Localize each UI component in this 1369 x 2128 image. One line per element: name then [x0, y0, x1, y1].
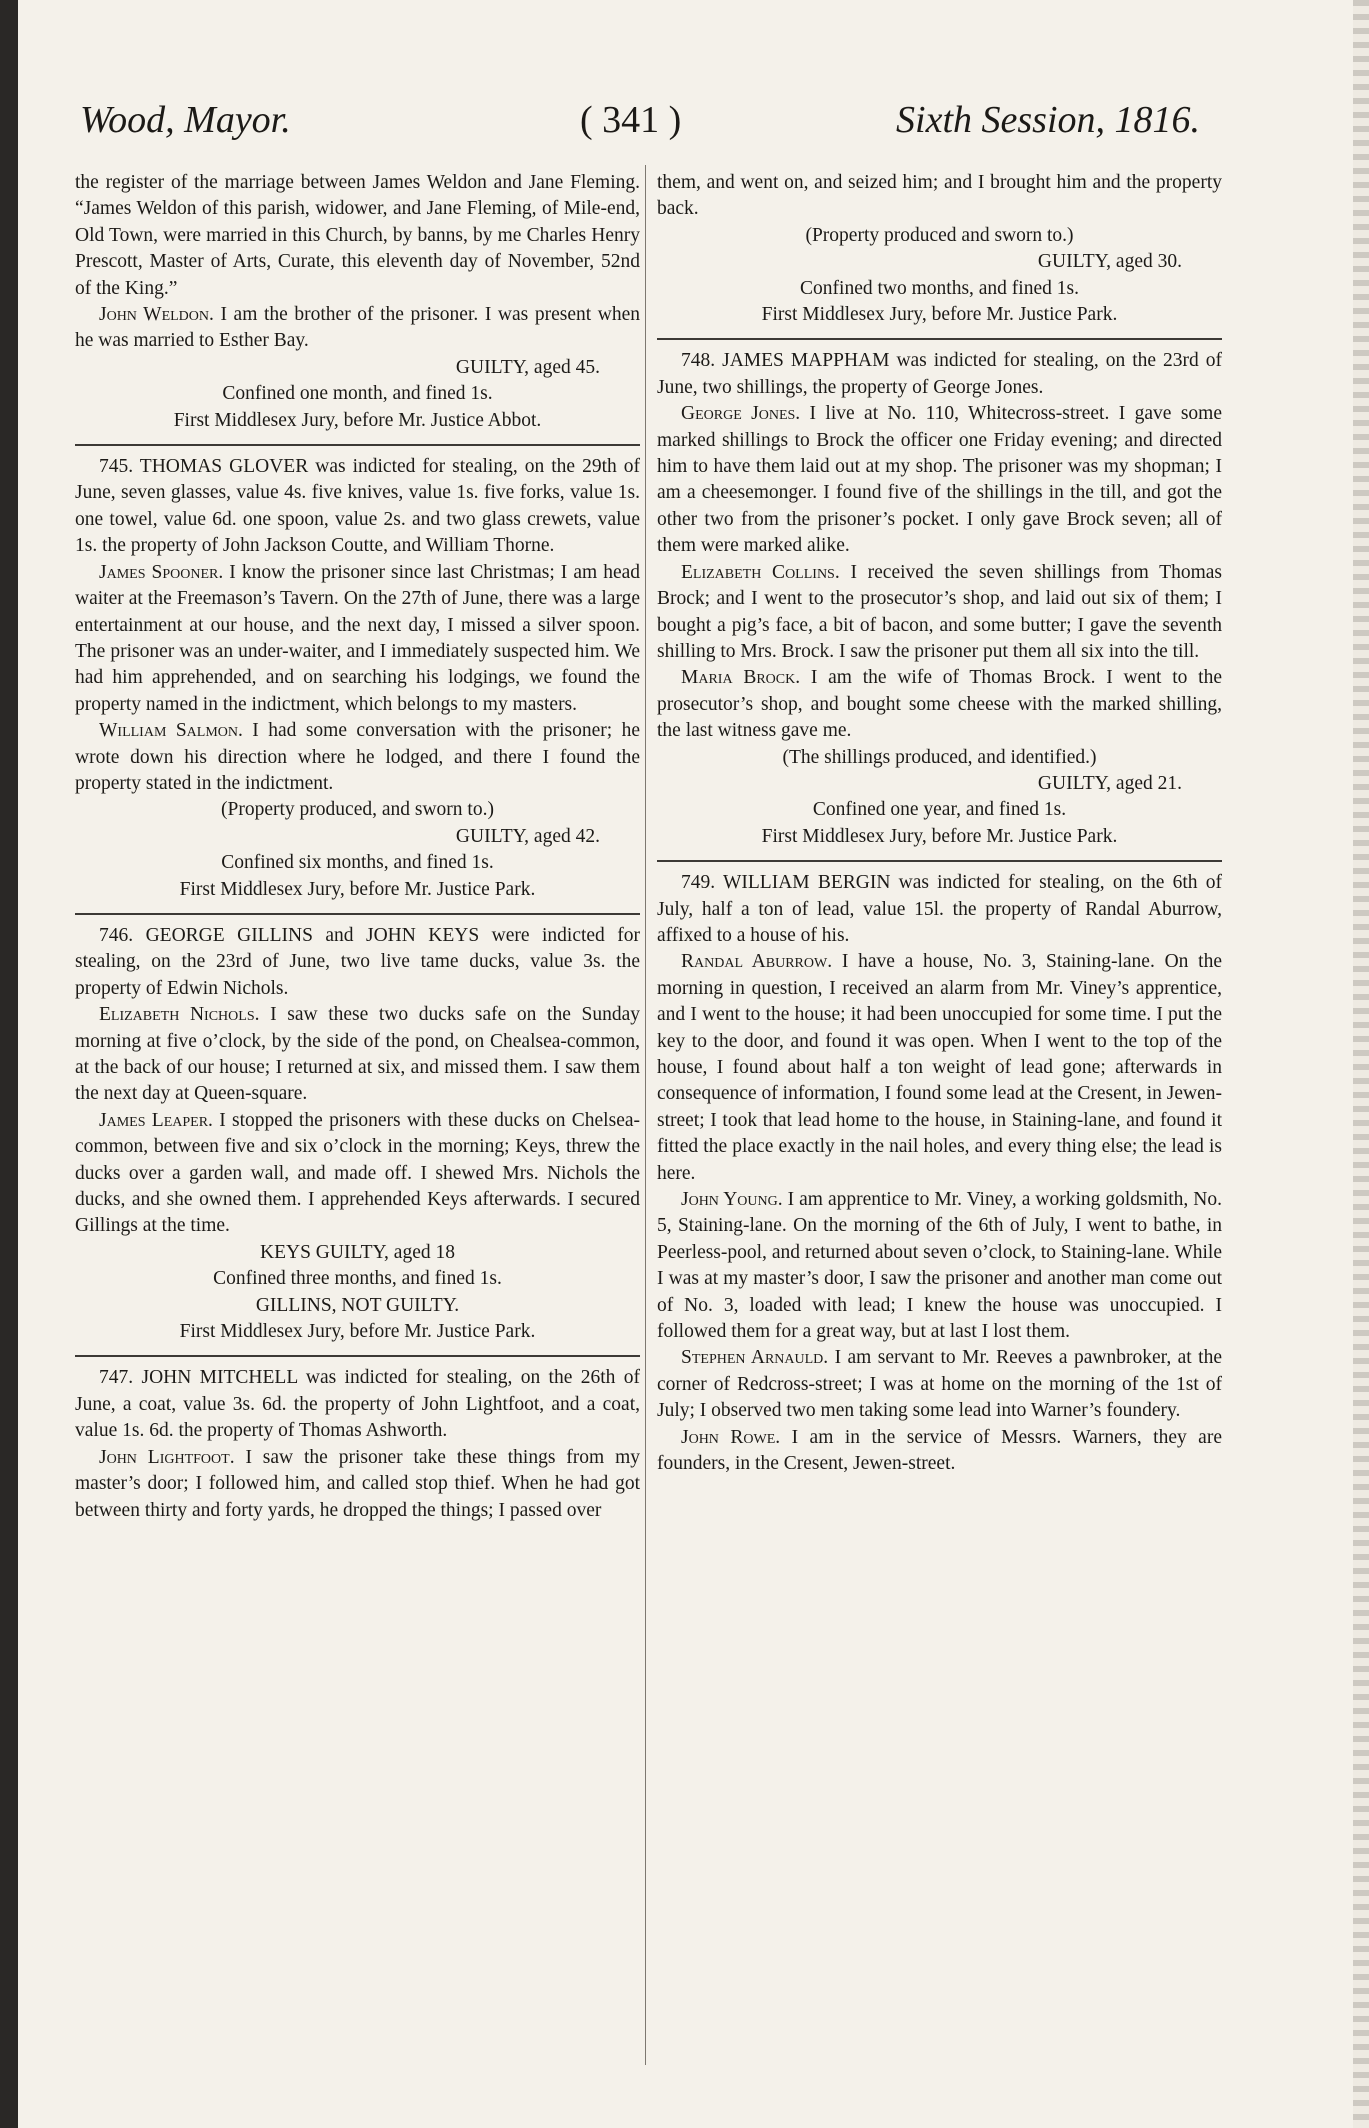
testimony-text: I saw the prisoner take these things from my master’s door; I followed him, and called stop thief. When he had got between thirty and forty yards, he dropped the things; I passed over [75, 1446, 640, 1521]
verdict: GUILTY, aged 42. [455, 825, 600, 847]
case-749: 749. WILLIAM BERGIN was indicted for stealing, on the 6th of July, half a ton of lead, value 15l. the property of Randal Aburrow, affixed to a house of his. [657, 872, 1222, 946]
verdict: GUILTY, aged 45. [455, 356, 600, 378]
case-745: 745. THOMAS GLOVER was indicted for stealing, on the 29th of June, seven glasses, value 4s. five knives, value 1s. five forks, value 1s. one towel, value 6d. one spoon, value 2s. and two glass crewets, value 1s. the property of John Jackson Coutte, and William Thorne. [75, 456, 640, 557]
testimony [657, 1345, 1222, 1424]
scan-edge-right [1353, 0, 1369, 2128]
testimony [657, 401, 1222, 559]
testimony-text: I have a house, No. 3, Staining-lane. On the morning in question, I received an alarm from Mr. Viney’s apprentice, and I went to the house; it had been unoccupied for some time. I put the key to the door, and found it was open. When I went to the top of the house, I found about half a ton weight of lead gone; afterwards in consequence of information, I found some lead at the Cresent, in Jewen-street; I took that lead home to the house, in Staining-lane, and found it fitted the place exactly in the nail holes, and every thing else; the lead is here. [657, 951, 1222, 1184]
testimony-text: I stopped the prisoners with these ducks on Chelsea-common, between five and six o’clock in the morning; Keys, threw the ducks over a garden wall, and made off. I shewed Mrs. Nichols the ducks, and she owned them. I apprehended Keys afterwards. I secured Gillings at the time. [75, 1109, 640, 1237]
header-left: Wood, Mayor. [80, 99, 291, 141]
testimony-text: I am the wife of Thomas Brock. I went to the prosecutor’s shop, and bought some cheese with the marked shilling, the last witness gave me. [657, 667, 1222, 742]
property-note: (Property produced and sworn to.) [805, 224, 1074, 246]
witness-name: George Jones. [681, 403, 801, 425]
testimony-text: I am apprentice to Mr. Viney, a working goldsmith, No. 5, Staining-lane. On the morning of the 6th of July, I went to bathe, in Peerless-pool, and returned about seven o’clock, to Staining-lane. While I was at my master’s door, I saw the prisoner and another man come out of No. 3, loaded with lead; I knew the house was unoccupied. I followed them for a great way, but at last I lost them. [657, 1189, 1222, 1343]
case-748: 748. JAMES MAPPHAM was indicted for stealing, on the 23rd of June, two shillings, the property of George Jones. [657, 350, 1222, 398]
testimony-text: I am servant to Mr. Reeves a pawnbroker, at the corner of Redcross-street; I was at home on the morning of the 1st of July; I observed two men taking some lead into Warner’s foundery. [657, 1347, 1222, 1422]
jury-line: First Middlesex Jury, before Mr. Justice Park. [761, 825, 1118, 847]
testimony [657, 949, 1222, 1187]
case-747: 747. JOHN MITCHELL was indicted for stealing, on the 26th of June, a coat, value 3s. 6d. the property of John Lightfoot, and a coat, value 1s. 6d. the property of Thomas Ashworth. [75, 1367, 640, 1442]
sentence: Confined six months, and fined 1s. [221, 852, 494, 874]
sentence: Confined two months, and fined 1s. [800, 277, 1079, 299]
jury-line: First Middlesex Jury, before Mr. Justice Abbot. [173, 409, 542, 431]
testimony-text: I am the brother of the prisoner. I was present when he was married to Esther Bay. [75, 304, 640, 352]
witness-name: John Young. [681, 1189, 783, 1211]
testimony [657, 1425, 1222, 1478]
witness-name: Elizabeth Nichols. [99, 1004, 260, 1026]
testimony-text: I know the prisoner since last Christmas; I am head waiter at the Freemason’s Tavern. On the 27th of June, there was a large entertainment at our house, and the next day, I missed a silver spoon. The prisoner was an under-waiter, and I immediately suspected him. We had him apprehended, and on searching his lodgings, we found the property named in the indictment, which belongs to my masters. [75, 561, 641, 715]
right-column [657, 170, 1222, 1478]
property-note: (The shillings produced, and identified.) [782, 746, 1097, 768]
paragraph: the register of the marriage between James Weldon and Jane Fleming. “James Weldon of this parish, widower, and Jane Fleming, of Mile-end, Old Town, were married in this Church, by banns, by me Charles Henry Prescott, Master of Arts, Curate, this eleventh day of November, 52nd of the King.” [75, 172, 640, 299]
testimony [75, 302, 640, 355]
running-header [80, 98, 1200, 148]
verdict: GUILTY, aged 21. [1037, 772, 1182, 794]
testimony-text: I had some conversation with the prisoner; he wrote down his direction where he lodged, and there I found the property stated in the indictment. [75, 720, 640, 794]
witness-name: James Spooner. [99, 561, 224, 583]
testimony [657, 560, 1222, 666]
sentence: Confined one month, and fined 1s. [222, 383, 493, 405]
sentence: Confined one year, and fined 1s. [812, 799, 1067, 821]
case-rule [75, 913, 640, 915]
jury-line: First Middlesex Jury, before Mr. Justice Park. [179, 878, 536, 900]
witness-name: Maria Brock. [681, 667, 801, 689]
witness-name: John Rowe. [681, 1426, 781, 1448]
testimony-text: I saw these two ducks safe on the Sunday morning at five o’clock, by the side of the pond, on Chealsea-common, at the back of our house; I returned at six, and missed them. I saw them the next day at Queen-square. [75, 1004, 640, 1105]
sentence: Confined three months, and fined 1s. [213, 1268, 502, 1290]
testimony [75, 718, 640, 797]
witness-name: Elizabeth Collins. [681, 561, 840, 583]
header-right: Sixth Session, 1816. [896, 99, 1200, 141]
case-rule [657, 338, 1222, 340]
testimony [75, 560, 640, 718]
property-note: (Property produced, and sworn to.) [221, 799, 494, 821]
page-number: ( 341 ) [580, 99, 682, 141]
verdict: GUILTY, aged 30. [1037, 251, 1182, 273]
verdict: KEYS GUILTY, aged 18 [260, 1241, 455, 1263]
testimony-text: I am in the service of Messrs. Warners, they are founders, in the Cresent, Jewen-street. [657, 1426, 1222, 1475]
witness-name: Randal Aburrow. [681, 951, 833, 973]
witness-name: John Weldon. [99, 304, 214, 326]
testimony-text: I received the seven shillings from Thomas Brock; and I went to the prosecutor’s shop, and laid out six of them; I bought a pig’s face, a bit of bacon, and some butter; I gave the seventh shilling to Mrs. Brock. I saw the prisoner put them all six into the till. [657, 561, 1222, 662]
testimony-text: I live at No. 110, Whitecross-street. I gave some marked shillings to Brock the officer one Friday evening; and directed him to have them laid out at my shop. The prisoner was my shopman; I am a cheesemonger. I found five of the shillings in the till, and got the other two from the prisoner’s pocket. I only gave Brock seven; all of them were marked alike. [657, 403, 1222, 557]
witness-name: John Lightfoot. [99, 1446, 235, 1468]
left-column [75, 170, 640, 1524]
scan-edge-left [0, 0, 18, 2128]
case-rule [75, 1355, 640, 1357]
jury-line: First Middlesex Jury, before Mr. Justice Park. [179, 1321, 536, 1343]
jury-line: First Middlesex Jury, before Mr. Justice Park. [761, 304, 1118, 326]
testimony [657, 1187, 1222, 1345]
witness-name: William Salmon. [99, 720, 243, 742]
case-rule [657, 860, 1222, 862]
case-746: 746. GEORGE GILLINS and JOHN KEYS were indicted for stealing, on the 23rd of June, two live tame ducks, value 3s. the property of Edwin Nichols. [75, 924, 640, 999]
case-rule [75, 444, 640, 446]
testimony [657, 665, 1222, 744]
testimony [75, 1002, 640, 1108]
testimony [75, 1108, 640, 1240]
paragraph: them, and went on, and seized him; and I brought him and the property back. [657, 172, 1222, 220]
witness-name: Stephen Arnauld. [681, 1347, 829, 1369]
witness-name: James Leaper. [99, 1109, 213, 1131]
column-divider [645, 165, 646, 2065]
testimony [75, 1445, 640, 1524]
verdict: GILLINS, NOT GUILTY. [255, 1294, 460, 1316]
